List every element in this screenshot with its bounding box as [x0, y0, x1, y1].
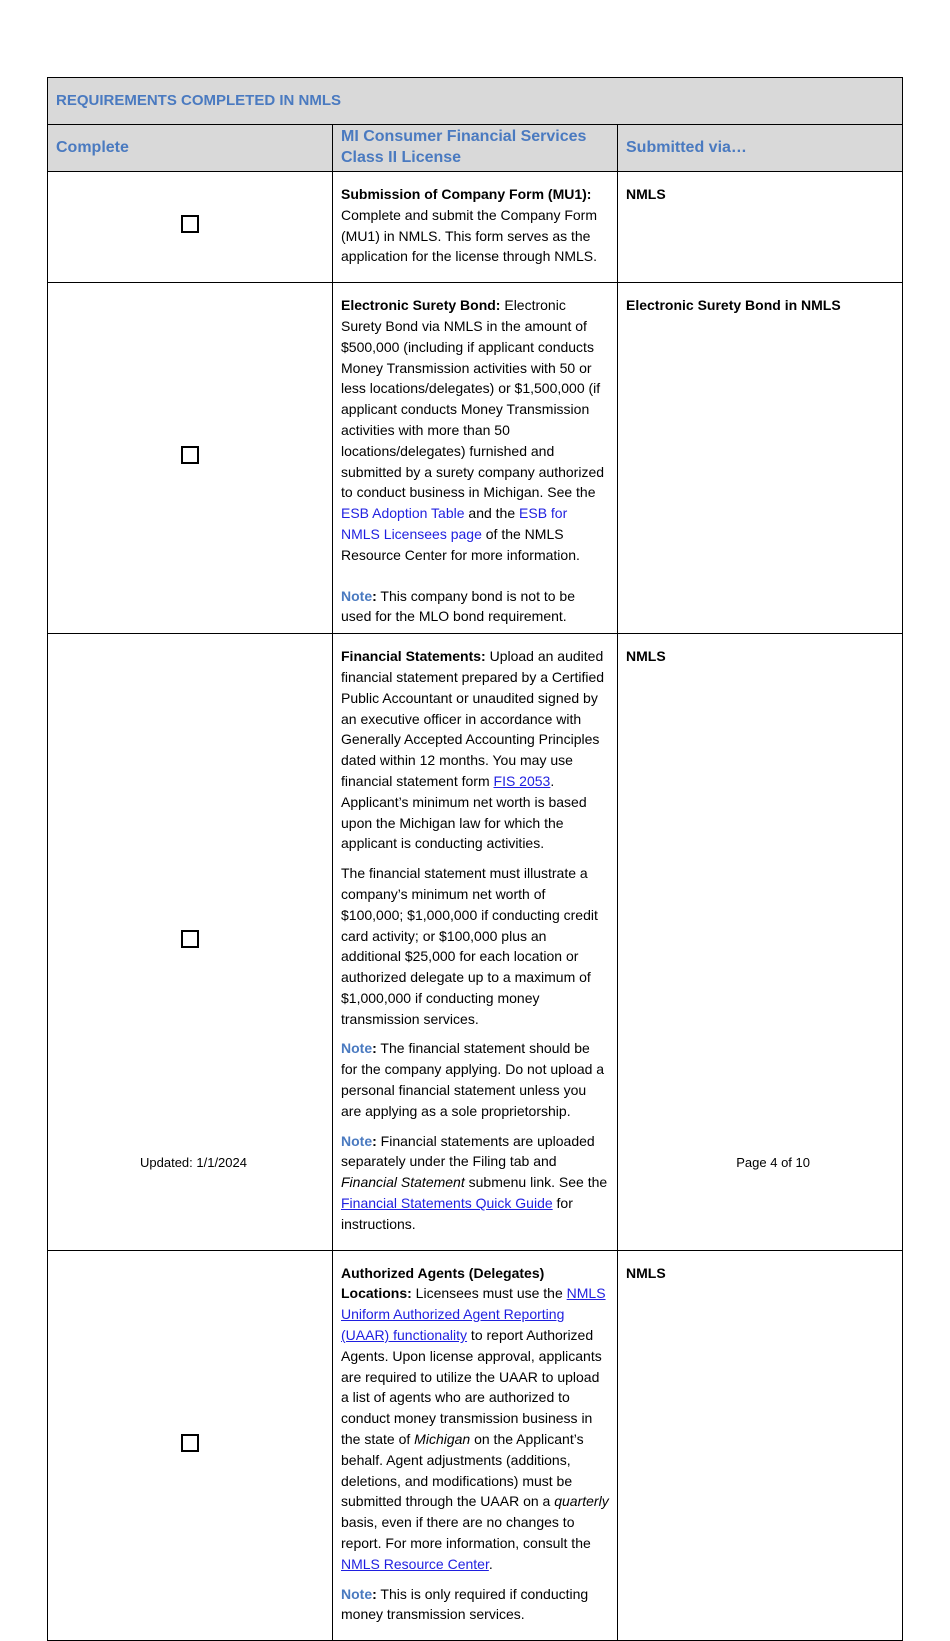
- note-text: for instructions.: [341, 1195, 573, 1232]
- note-label: Note: [341, 1585, 373, 1602]
- note-italic: Financial Statement: [341, 1174, 465, 1191]
- checkbox-financial-statements[interactable]: [181, 930, 199, 948]
- complete-cell: [48, 1250, 333, 1641]
- complete-cell: [48, 172, 333, 283]
- note-colon: :: [372, 1585, 377, 1602]
- table-title-row: [48, 78, 903, 125]
- table-row: [48, 1250, 903, 1641]
- header-submitted-via: Submitted via…: [618, 125, 903, 172]
- financial-statements-quick-guide-link[interactable]: Financial Statements Quick Guide: [341, 1195, 553, 1212]
- requirement-text: Upload an audited financial statement prepared by a Certified Public Accountant or unaudited signed by an executive officer in accordance with Generally Accepted Accounting Principles dated within 12 months. You may use financial statement form: [341, 648, 605, 789]
- submitted-via: NMLS: [618, 1250, 903, 1641]
- requirement-text: Licensees must use the: [411, 1285, 567, 1302]
- requirement-title: Authorized Agents (Delegates) Locations:: [341, 1264, 545, 1302]
- requirement-surety-bond: [333, 283, 618, 634]
- table-row: [48, 172, 903, 283]
- esb-licensees-page-link[interactable]: ESB for NMLS Licensees page: [341, 505, 568, 542]
- requirement-financial-statements: [333, 634, 618, 1251]
- note-colon: :: [372, 1132, 377, 1149]
- requirement-text-end: of the NMLS Resource Center for more information.: [341, 525, 580, 563]
- uaar-functionality-link[interactable]: NMLS Uniform Authorized Agent Reporting (UAAR) functionality: [341, 1285, 606, 1344]
- requirement-text-end: . Applicant’s minimum net worth is based upon the Michigan law for which the applicant is conducting activities.: [341, 772, 587, 852]
- table-title: REQUIREMENTS COMPLETED IN NMLS: [48, 78, 903, 125]
- requirement-authorized-agents: [333, 1250, 618, 1641]
- checkbox-company-form[interactable]: [181, 215, 199, 233]
- requirement-text: on the Applicant’s behalf. Agent adjustments (additions, deletions, and modifications) must be submitted through the UAAR on a: [341, 1431, 584, 1510]
- note-colon: :: [372, 587, 377, 604]
- requirements-table: [47, 77, 903, 1641]
- requirement-text-mid: and the: [464, 505, 520, 522]
- note-text: Financial statements are uploaded separately under the Filing tab and: [341, 1132, 595, 1170]
- note-text: This company bond is not to be used for the MLO bond requirement.: [341, 587, 575, 625]
- footer-updated: Updated: 1/1/2024: [140, 1155, 247, 1170]
- checkbox-authorized-agents[interactable]: [181, 1434, 199, 1452]
- submitted-via: NMLS: [618, 172, 903, 283]
- nmls-resource-center-link[interactable]: NMLS Resource Center: [341, 1555, 489, 1572]
- esb-adoption-table-link[interactable]: ESB Adoption Table: [341, 505, 465, 522]
- note-label: Note: [341, 1040, 373, 1057]
- note-colon: :: [372, 1040, 377, 1057]
- requirement-text: basis, even if there are no changes to report. For more information, consult the: [341, 1514, 591, 1552]
- header-complete: Complete: [48, 125, 333, 172]
- requirement-paragraph: The financial statement must illustrate a company’s minimum net worth of $100,000; $1,000,000 if conducting credit card activity; or $100,000 plus an additional $25,000 for each location or authorized delegate up to a maximum of $1,000,000 if conducting money transmission services.: [341, 865, 598, 1027]
- table-row: [48, 283, 903, 634]
- requirement-italic: quarterly: [554, 1493, 609, 1510]
- note-text: The financial statement should be for the company applying. Do not upload a personal financial statement unless you are applying as a sole proprietorship.: [341, 1040, 605, 1119]
- table-header-row: [48, 125, 903, 172]
- complete-cell: [48, 283, 333, 634]
- requirement-title: Financial Statements:: [341, 648, 486, 665]
- requirement-italic: Michigan: [414, 1431, 471, 1448]
- requirement-text: Electronic Surety Bond via NMLS in the amount of $500,000 (including if applicant conducts Money Transmission activities with 50 or less locations/delegates) or $1,500,000 (if applicant conducts Money Transmission activities with more than 50 locations/delegates) furnished and submitted by a surety company authorized to conduct business in Michigan. See the: [341, 297, 605, 501]
- requirement-text: Complete and submit the Company Form (MU1) in NMLS. This form serves as the application for the license through NMLS.: [341, 206, 598, 265]
- requirement-company-form: [333, 172, 618, 283]
- header-license: MI Consumer Financial Services Class II License: [333, 125, 618, 172]
- submitted-via: Electronic Surety Bond in NMLS: [618, 283, 903, 634]
- note-label: Note: [341, 1132, 373, 1149]
- requirement-title: Electronic Surety Bond:: [341, 297, 501, 314]
- note-label: Note: [341, 587, 373, 604]
- submitted-via: NMLS: [618, 634, 903, 1251]
- checkbox-surety-bond[interactable]: [181, 446, 199, 464]
- requirement-text: .: [488, 1555, 493, 1572]
- requirement-title: Submission of Company Form (MU1):: [341, 186, 592, 202]
- footer-page-number: Page 4 of 10: [736, 1155, 810, 1170]
- requirement-text: to report Authorized Agents. Upon license approval, applicants are required to utilize the UAAR to upload a list of agents who are authorized to conduct money transmission business in the state of: [341, 1327, 602, 1448]
- note-text: This is only required if conducting money transmission services.: [341, 1585, 589, 1623]
- spacer: [341, 566, 609, 586]
- requirements-document: [47, 77, 903, 1641]
- fis-2053-link[interactable]: FIS 2053: [493, 772, 551, 789]
- note-text: submenu link. See the: [464, 1174, 608, 1191]
